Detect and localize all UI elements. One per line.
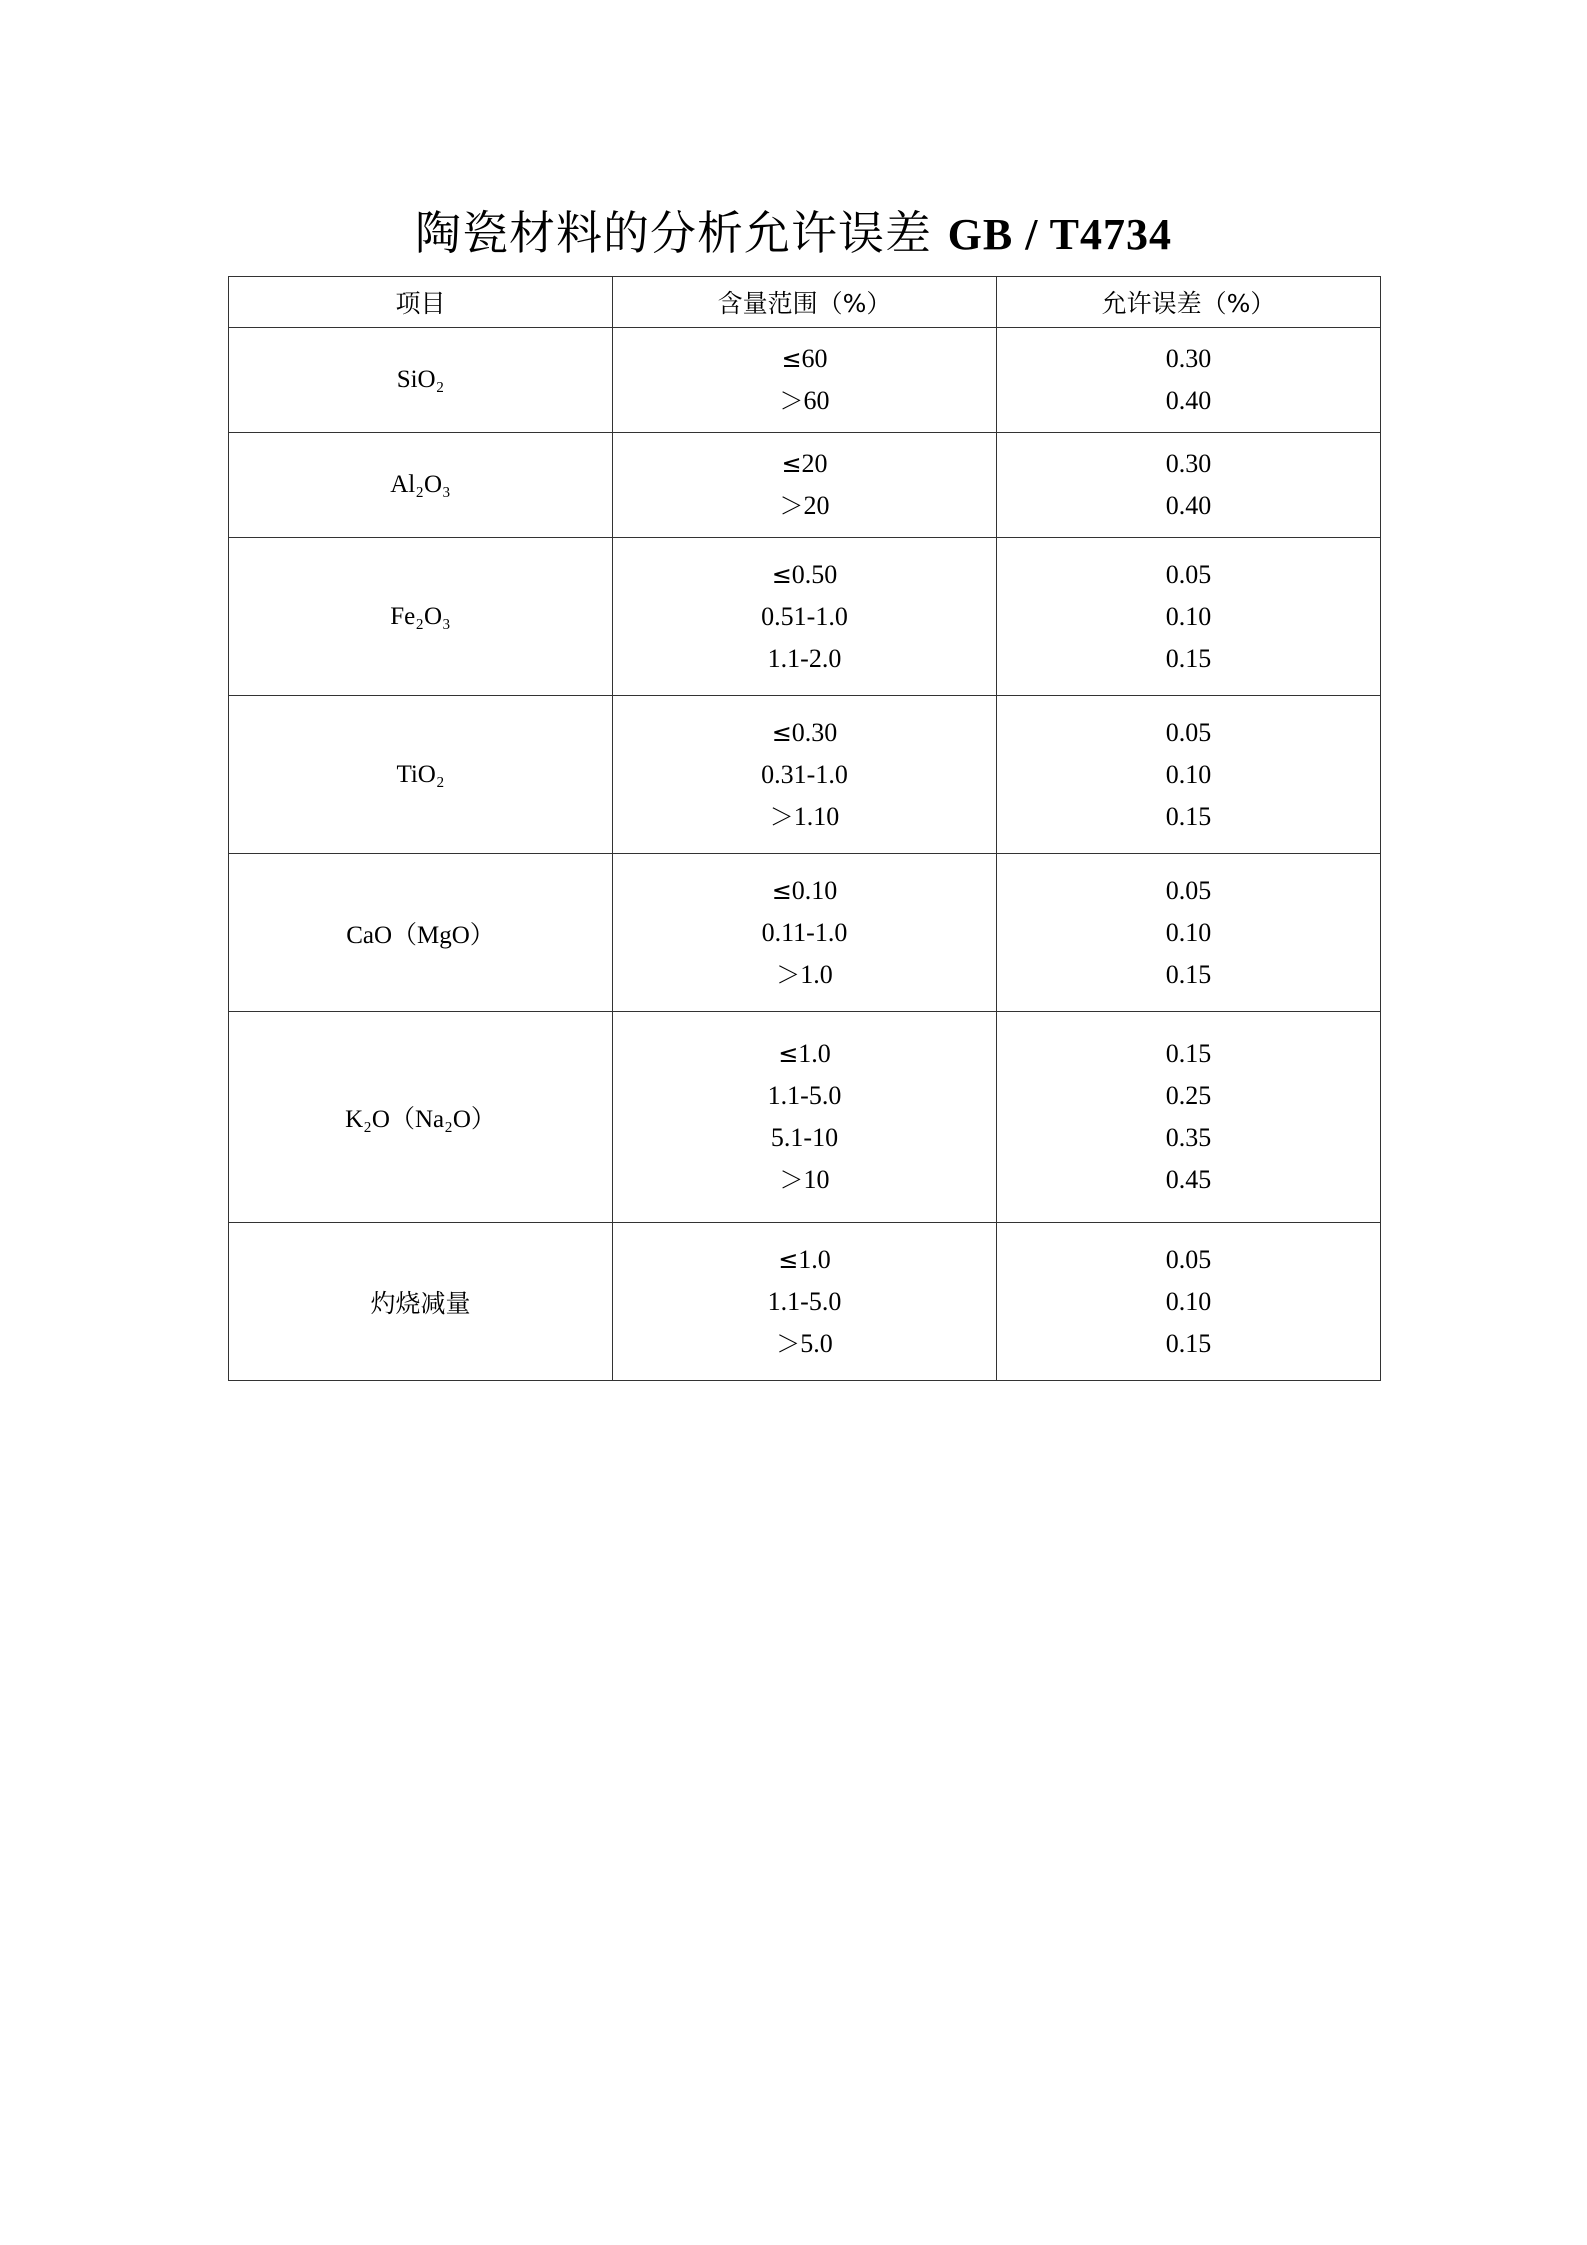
- table-header-row: [229, 277, 1381, 328]
- table-row: [229, 1223, 1381, 1381]
- range-value: 1.1-5.0: [767, 1081, 842, 1110]
- range-line: [613, 638, 996, 680]
- range-line: [613, 1159, 996, 1201]
- error-cell: [997, 1223, 1381, 1381]
- range-line: [613, 554, 996, 596]
- range-line: [613, 380, 996, 422]
- error-value: 0.10: [1165, 759, 1212, 789]
- table-row: [229, 696, 1381, 854]
- row-item-tio2: TiO₂: [229, 696, 613, 854]
- error-value: 0.45: [1165, 1165, 1212, 1194]
- error-value: 0.40: [1165, 491, 1212, 520]
- comparison-symbol: ＞: [776, 960, 801, 989]
- title-standard: GB / T4734: [947, 210, 1172, 259]
- error-value: 0.25: [1165, 1081, 1212, 1110]
- range-cell: [613, 1223, 997, 1381]
- comparison-symbol: ＞: [779, 387, 804, 415]
- range-line: [613, 1075, 996, 1117]
- range-cell: [613, 696, 997, 854]
- comparison-symbol: ≤: [771, 560, 792, 589]
- range-line: [613, 912, 996, 954]
- title-cjk: 陶瓷材料的分析允许误差: [415, 206, 932, 260]
- error-value: 0.15: [1165, 959, 1212, 989]
- range-line: [613, 1323, 996, 1365]
- range-cell: [613, 1012, 997, 1223]
- error-value: 0.30: [1165, 344, 1212, 373]
- range-value: 20: [801, 449, 828, 478]
- range-value: 1.1-5.0: [767, 1286, 842, 1316]
- range-value: 10: [803, 1165, 830, 1194]
- error-value: 0.40: [1165, 386, 1212, 415]
- error-value: 0.10: [1165, 917, 1212, 947]
- error-value: 0.15: [1165, 643, 1212, 673]
- range-value: 0.51-1.0: [761, 601, 848, 631]
- range-cell: [613, 854, 997, 1012]
- comparison-symbol: ≤: [771, 876, 792, 905]
- row-item-sio2: SiO₂: [229, 328, 613, 433]
- row-item-loss-on-ignition: 灼烧减量: [229, 1223, 613, 1381]
- range-line: [613, 1117, 996, 1159]
- error-value: 0.35: [1165, 1123, 1212, 1152]
- range-value: 0.11-1.0: [761, 917, 848, 947]
- comparison-symbol: ＞: [776, 1329, 801, 1358]
- row-item-al2o3: Al₂O₃: [229, 433, 613, 538]
- range-line: [613, 443, 996, 485]
- error-value: 0.05: [1165, 875, 1212, 905]
- error-cell: [997, 328, 1381, 433]
- range-line: [613, 796, 996, 838]
- error-value: 0.30: [1165, 449, 1212, 478]
- comparison-symbol: ≤: [781, 345, 802, 373]
- range-value: 20: [803, 491, 830, 520]
- range-line: [613, 870, 996, 912]
- range-value: 60: [801, 344, 828, 373]
- error-value: 0.05: [1165, 559, 1212, 589]
- comparison-symbol: ≤: [771, 718, 792, 747]
- range-value: 0.10: [791, 875, 838, 905]
- range-line: [613, 485, 996, 527]
- error-value: 0.05: [1165, 717, 1212, 747]
- comparison-symbol: ≤: [778, 1040, 799, 1068]
- error-value: 0.15: [1165, 801, 1212, 831]
- error-cell: [997, 1012, 1381, 1223]
- error-cell: [997, 854, 1381, 1012]
- row-item-fe2o3: Fe₂O₃: [229, 538, 613, 696]
- header-range: 含量范围（%）: [613, 277, 997, 328]
- error-value: 0.10: [1165, 601, 1212, 631]
- range-cell: [613, 538, 997, 696]
- error-cell: [997, 433, 1381, 538]
- header-error: 允许误差（%）: [997, 277, 1381, 328]
- comparison-symbol: ≤: [781, 450, 802, 478]
- comparison-symbol: ≤: [778, 1245, 799, 1274]
- range-value: 1.0: [798, 1039, 831, 1068]
- range-value: 0.30: [791, 717, 838, 747]
- range-line: [613, 338, 996, 380]
- range-line: [613, 712, 996, 754]
- range-line: [613, 754, 996, 796]
- range-line: [613, 1239, 996, 1281]
- table-row: [229, 854, 1381, 1012]
- error-value: 0.10: [1165, 1286, 1212, 1316]
- range-line: [613, 954, 996, 996]
- table-row: [229, 538, 1381, 696]
- error-value: 0.05: [1165, 1244, 1212, 1274]
- range-value: 60: [803, 386, 830, 415]
- range-cell: [613, 328, 997, 433]
- range-value: 1.10: [793, 801, 840, 831]
- page-title: [0, 202, 1587, 266]
- table-row: [229, 1012, 1381, 1223]
- range-value: 0.31-1.0: [761, 759, 848, 789]
- range-line: [613, 1033, 996, 1075]
- range-value: 5.0: [800, 1328, 833, 1358]
- range-value: 1.0: [800, 959, 833, 989]
- comparison-symbol: ＞: [779, 1166, 804, 1194]
- range-value: 5.1-10: [770, 1123, 839, 1152]
- row-item-cao-mgo: CaO（MgO）: [229, 854, 613, 1012]
- analysis-error-table: [228, 276, 1381, 1381]
- range-line: [613, 596, 996, 638]
- error-value: 0.15: [1165, 1328, 1212, 1358]
- range-value: 1.1-2.0: [767, 643, 842, 673]
- range-value: 1.0: [798, 1244, 831, 1274]
- row-item-k2o-na2o: K₂O（Na₂O）: [229, 1012, 613, 1223]
- table-row: [229, 328, 1381, 433]
- comparison-symbol: ＞: [779, 492, 804, 520]
- range-cell: [613, 433, 997, 538]
- comparison-symbol: ＞: [769, 802, 794, 831]
- error-cell: [997, 696, 1381, 854]
- table-row: [229, 433, 1381, 538]
- range-line: [613, 1281, 996, 1323]
- header-item: 项目: [229, 277, 613, 328]
- error-cell: [997, 538, 1381, 696]
- error-value: 0.15: [1165, 1039, 1212, 1068]
- range-value: 0.50: [791, 559, 838, 589]
